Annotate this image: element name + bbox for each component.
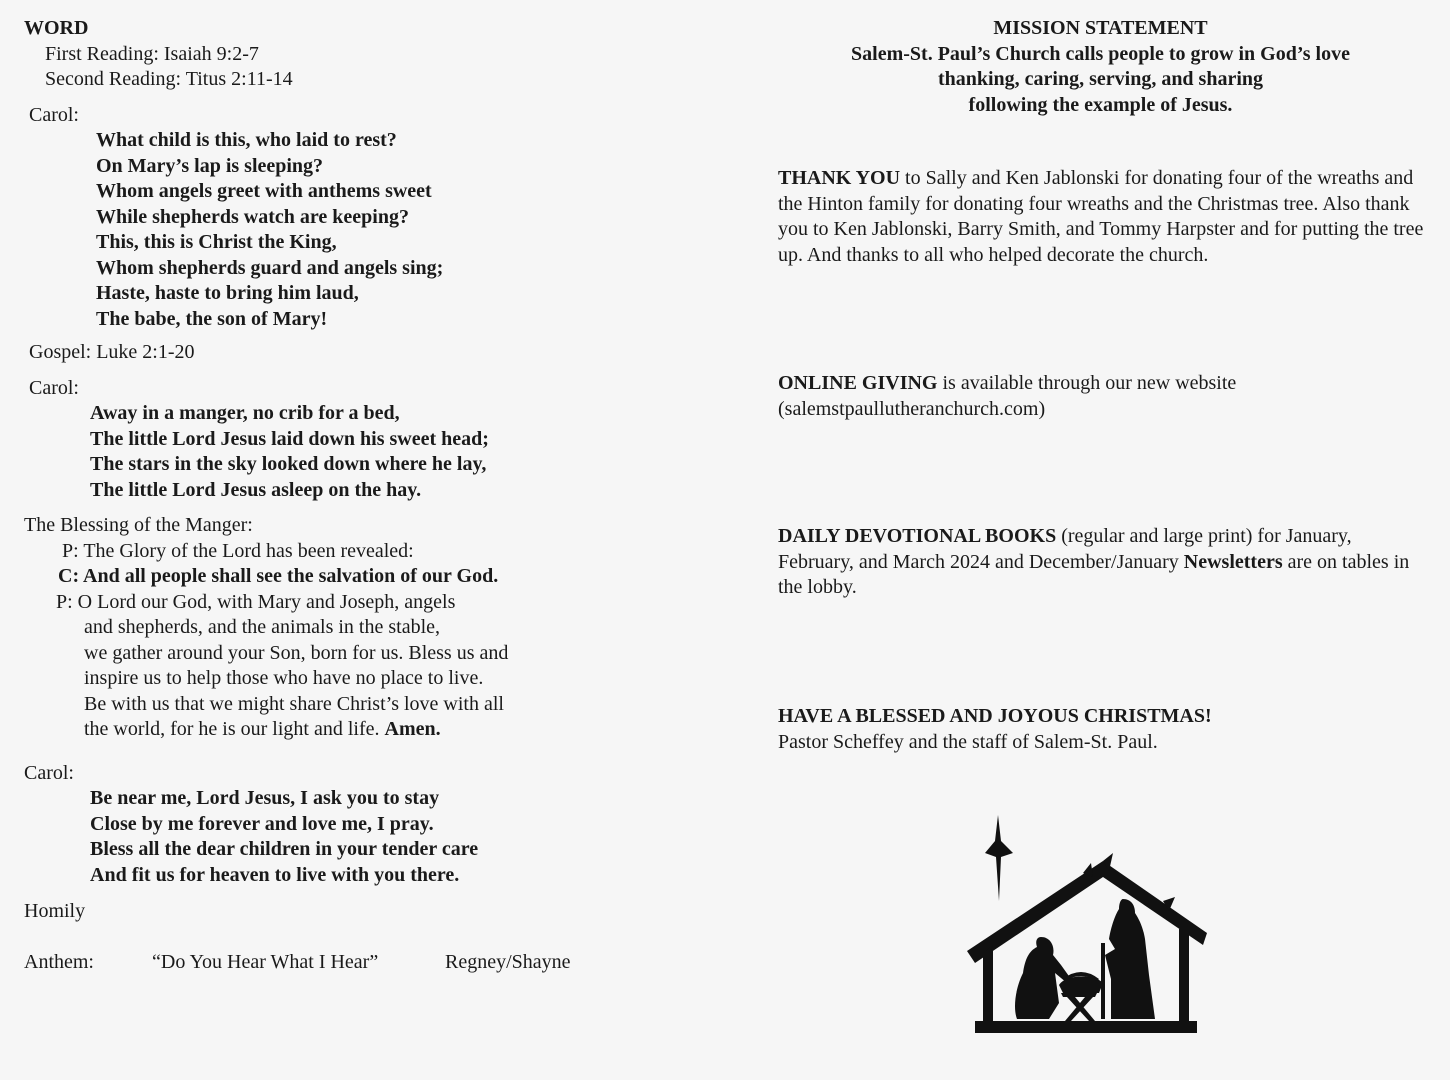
lyric-line: Close by me forever and love me, I pray. xyxy=(90,812,434,835)
lyric-line: And fit us for heaven to live with you there. xyxy=(90,863,460,886)
online-giving-paragraph xyxy=(778,371,1428,422)
carol-2-label: Carol: xyxy=(29,376,79,399)
lyric-line: The little Lord Jesus asleep on the hay. xyxy=(90,478,422,501)
lyric-line: Bless all the dear children in your tender care xyxy=(90,838,479,860)
thank-you-heading: THANK YOU xyxy=(778,167,901,189)
lyric-line: On Mary’s lap is sleeping? xyxy=(96,154,324,177)
prayer-line: Be with us that we might share Christ’s love with all xyxy=(84,692,504,715)
devotional-text: (regular and large print) for January, February, and March 2024 and December/January xyxy=(778,525,1352,573)
online-giving-text: is available through our new website (salemstpaullutheranchurch.com) xyxy=(778,372,1237,420)
mission-line: thanking, caring, serving, and sharing xyxy=(937,68,1264,90)
lyric-line: Whom angels greet with anthems sweet xyxy=(96,180,432,202)
congregation-response: C: And all people shall see the salvation of our God. xyxy=(58,565,499,587)
mission-line: following the example of Jesus. xyxy=(968,93,1233,116)
lyric-line: Be near me, Lord Jesus, I ask you to stay xyxy=(90,787,440,809)
lyric-line: The babe, the son of Mary! xyxy=(96,307,328,330)
christmas-signature: Pastor Scheffey and the staff of Salem-St. Paul. xyxy=(778,730,1158,753)
mary-figure xyxy=(1015,937,1071,1019)
lyric-line: The little Lord Jesus laid down his sweet head; xyxy=(90,427,489,450)
amen: Amen. xyxy=(384,718,441,740)
prayer-line-last xyxy=(84,717,664,743)
star-icon xyxy=(985,815,1013,901)
nativity-scene-icon xyxy=(963,813,1209,1039)
stable-left-wall xyxy=(983,951,993,1031)
prayer-line: we gather around your Son, born for us. Bless us and xyxy=(84,641,509,664)
stable-roof xyxy=(967,861,1207,963)
carol-2-lyrics xyxy=(24,401,664,503)
christmas-heading: HAVE A BLESSED AND JOYOUS CHRISTMAS! xyxy=(778,705,1212,727)
prayer-line: inspire us to help those who have no place to live. xyxy=(84,667,484,689)
anthem-line xyxy=(24,950,664,976)
lyric-line: Whom shepherds guard and angels sing; xyxy=(96,256,444,279)
second-reading: Second Reading: Titus 2:11-14 xyxy=(45,68,293,90)
carol-1-lyrics xyxy=(24,128,664,332)
lyric-line: The stars in the sky looked down where he lay, xyxy=(90,453,487,475)
pastor-prayer xyxy=(24,615,664,743)
mission-line: Salem-St. Paul’s Church calls people to grow in God’s love xyxy=(851,42,1350,65)
newsletters-bold: Newsletters xyxy=(1183,550,1283,573)
anthem-author: Regney/Shayne xyxy=(445,950,571,973)
joseph-figure xyxy=(1105,899,1155,1019)
lyric-line: Haste, haste to bring him laud, xyxy=(96,282,359,304)
devotional-paragraph xyxy=(778,524,1428,601)
pastor-prayer-first: P: O Lord our God, with Mary and Joseph, angels xyxy=(56,590,456,613)
gospel-reading: Gospel: Luke 2:1-20 xyxy=(29,341,195,363)
thank-you-text: to Sally and Ken Jablonski for donating four of the wreaths and the Hinton family for donating four wreaths and the Christmas tree. Also thank you to Ken Jablonski, Barry Smith, and Tommy Harpster and for putting the tree up. And thanks to all who helped decorate the church. xyxy=(778,167,1424,266)
carol-3-lyrics xyxy=(24,786,664,888)
thank-you-paragraph xyxy=(778,166,1428,268)
right-column xyxy=(778,16,1428,753)
homily: Homily xyxy=(24,900,86,922)
online-giving-heading: ONLINE GIVING xyxy=(778,372,938,394)
pastor-line-1: P: The Glory of the Lord has been revealed: xyxy=(62,539,414,562)
lyric-line: What child is this, who laid to rest? xyxy=(96,129,397,151)
prayer-text: the world, for he is our light and life. xyxy=(84,718,380,740)
nativity-svg xyxy=(963,813,1209,1039)
stable-floor xyxy=(975,1021,1197,1033)
lyric-line: While shepherds watch are keeping? xyxy=(96,205,409,228)
anthem-label: Anthem: xyxy=(24,950,94,973)
first-reading: First Reading: Isaiah 9:2-7 xyxy=(45,42,259,65)
devotional-text-end: are on tables in the lobby. xyxy=(778,550,1410,598)
anthem-title: “Do You Hear What I Hear” xyxy=(152,950,379,973)
lyric-line: This, this is Christ the King, xyxy=(96,231,337,253)
mission-heading: MISSION STATEMENT xyxy=(993,17,1208,39)
christmas-greeting xyxy=(778,704,1428,755)
lyric-line: Away in a manger, no crib for a bed, xyxy=(90,402,400,424)
mission-statement xyxy=(778,16,1423,118)
word-heading: WORD xyxy=(24,17,89,39)
blessing-title: The Blessing of the Manger: xyxy=(24,514,253,536)
prayer-line: and shepherds, and the animals in the stable, xyxy=(84,616,441,638)
stable-right-wall xyxy=(1179,929,1189,1031)
carol-3-label: Carol: xyxy=(24,761,74,784)
devotional-heading: DAILY DEVOTIONAL BOOKS xyxy=(778,525,1057,547)
left-column xyxy=(24,16,664,975)
carol-1-label: Carol: xyxy=(29,103,79,126)
